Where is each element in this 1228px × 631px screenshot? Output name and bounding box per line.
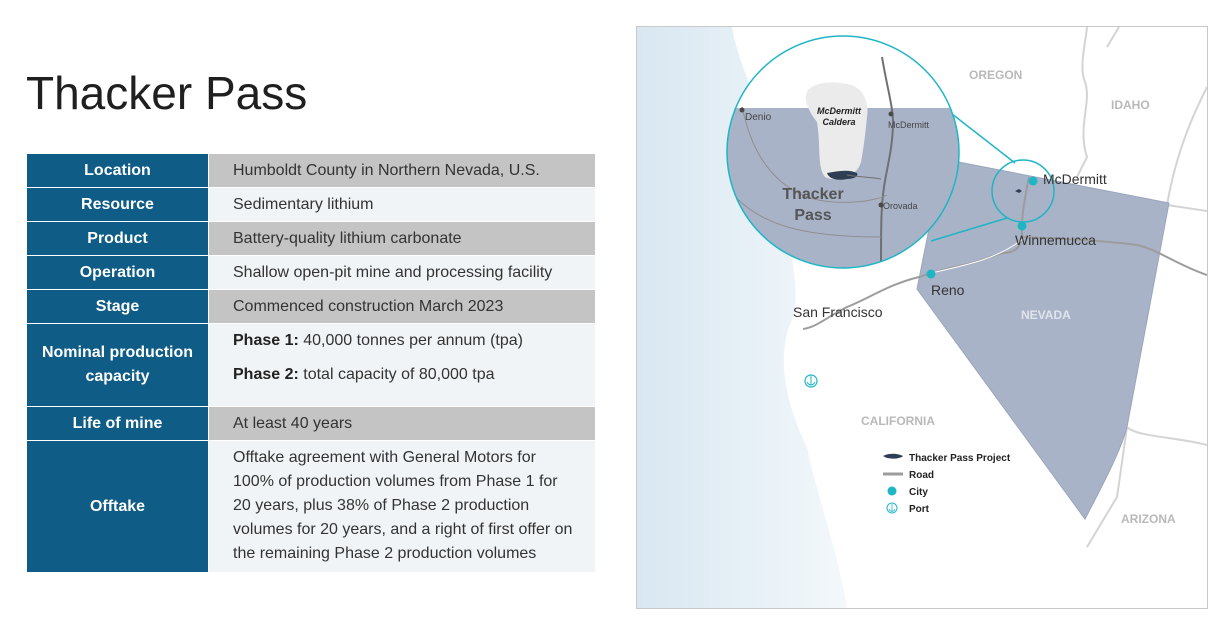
inset-label-thacker-1: Thacker bbox=[782, 186, 844, 203]
state-label-california: CALIFORNIA bbox=[861, 414, 935, 428]
inset-label-denio: Denio bbox=[745, 112, 772, 123]
inset-label-mcdermitt: McDermitt bbox=[888, 120, 929, 130]
city-label-reno: Reno bbox=[931, 282, 965, 298]
city-label-san-francisco: San Francisco bbox=[793, 304, 883, 320]
row-value-resource: Sedimentary lithium bbox=[209, 188, 596, 222]
city-dot-mcdermitt bbox=[1029, 177, 1038, 186]
inset-label-orovada: Orovada bbox=[883, 201, 918, 211]
nevada-state bbox=[917, 159, 1169, 519]
phase-1-label: Phase 1: bbox=[233, 332, 299, 349]
table-row bbox=[27, 188, 596, 222]
table-row bbox=[27, 290, 596, 324]
city-dot-reno bbox=[927, 270, 936, 279]
map-svg bbox=[637, 27, 1207, 608]
row-label-stage: Stage bbox=[27, 290, 209, 324]
row-value-location: Humboldt County in Northern Nevada, U.S. bbox=[209, 154, 596, 188]
phase-2-text: total capacity of 80,000 tpa bbox=[298, 366, 495, 383]
phase-2-line bbox=[233, 363, 577, 387]
state-label-idaho: IDAHO bbox=[1111, 98, 1150, 112]
table-row bbox=[27, 222, 596, 256]
row-value-stage: Commenced construction March 2023 bbox=[209, 290, 596, 324]
table-row bbox=[27, 256, 596, 290]
table-row bbox=[27, 324, 596, 407]
inset-label-caldera-1: McDermitt bbox=[816, 106, 862, 116]
row-label-product: Product bbox=[27, 222, 209, 256]
legend-port-icon bbox=[887, 503, 897, 513]
table-row bbox=[27, 154, 596, 188]
legend-project-label: Thacker Pass Project bbox=[909, 453, 1011, 464]
city-label-winnemucca: Winnemucca bbox=[1015, 232, 1096, 248]
legend-city-icon bbox=[888, 487, 897, 496]
row-label-life: Life of mine bbox=[27, 407, 209, 441]
state-label-arizona: ARIZONA bbox=[1121, 512, 1176, 526]
row-label-offtake: Offtake bbox=[27, 441, 209, 573]
phase-1-line bbox=[233, 329, 577, 353]
legend-city-label: City bbox=[909, 487, 928, 498]
legend-port-label: Port bbox=[909, 504, 929, 515]
row-value-capacity bbox=[209, 324, 596, 407]
phase-2-label: Phase 2: bbox=[233, 366, 299, 383]
inset-dot-denio bbox=[740, 108, 745, 113]
table-row bbox=[27, 407, 596, 441]
page-title: Thacker Pass bbox=[26, 67, 308, 119]
inset-dot-mcdermitt bbox=[889, 112, 894, 117]
city-dot-winnemucca bbox=[1018, 222, 1027, 231]
state-label-oregon: OREGON bbox=[969, 68, 1023, 82]
table-row bbox=[27, 441, 596, 573]
legend-project-icon bbox=[883, 454, 903, 459]
row-label-resource: Resource bbox=[27, 188, 209, 222]
phase-1-text: 40,000 tonnes per annum (tpa) bbox=[298, 332, 523, 349]
row-value-product: Battery-quality lithium carbonate bbox=[209, 222, 596, 256]
row-label-capacity: Nominal production capacity bbox=[27, 324, 209, 407]
inset-label-thacker-2: Pass bbox=[794, 207, 832, 224]
row-value-offtake: Offtake agreement with General Motors for 100% of production volumes from Phase 1 for 20 years, plus 38% of Phase 2 production volumes for 20 years, and a right of first offer on the remaining Phase 2 production volumes bbox=[209, 441, 596, 573]
row-label-location: Location bbox=[27, 154, 209, 188]
legend-road-label: Road bbox=[909, 470, 934, 481]
inset-label-caldera-2: Caldera bbox=[822, 117, 856, 127]
map-legend bbox=[883, 453, 1011, 515]
location-map bbox=[636, 26, 1208, 609]
port-icon bbox=[805, 375, 817, 387]
row-value-life: At least 40 years bbox=[209, 407, 596, 441]
row-value-operation: Shallow open-pit mine and processing facility bbox=[209, 256, 596, 290]
row-label-operation: Operation bbox=[27, 256, 209, 290]
city-label-mcdermitt: McDermitt bbox=[1043, 171, 1107, 187]
project-facts-table bbox=[26, 153, 596, 573]
state-label-nevada: NEVADA bbox=[1021, 308, 1071, 322]
